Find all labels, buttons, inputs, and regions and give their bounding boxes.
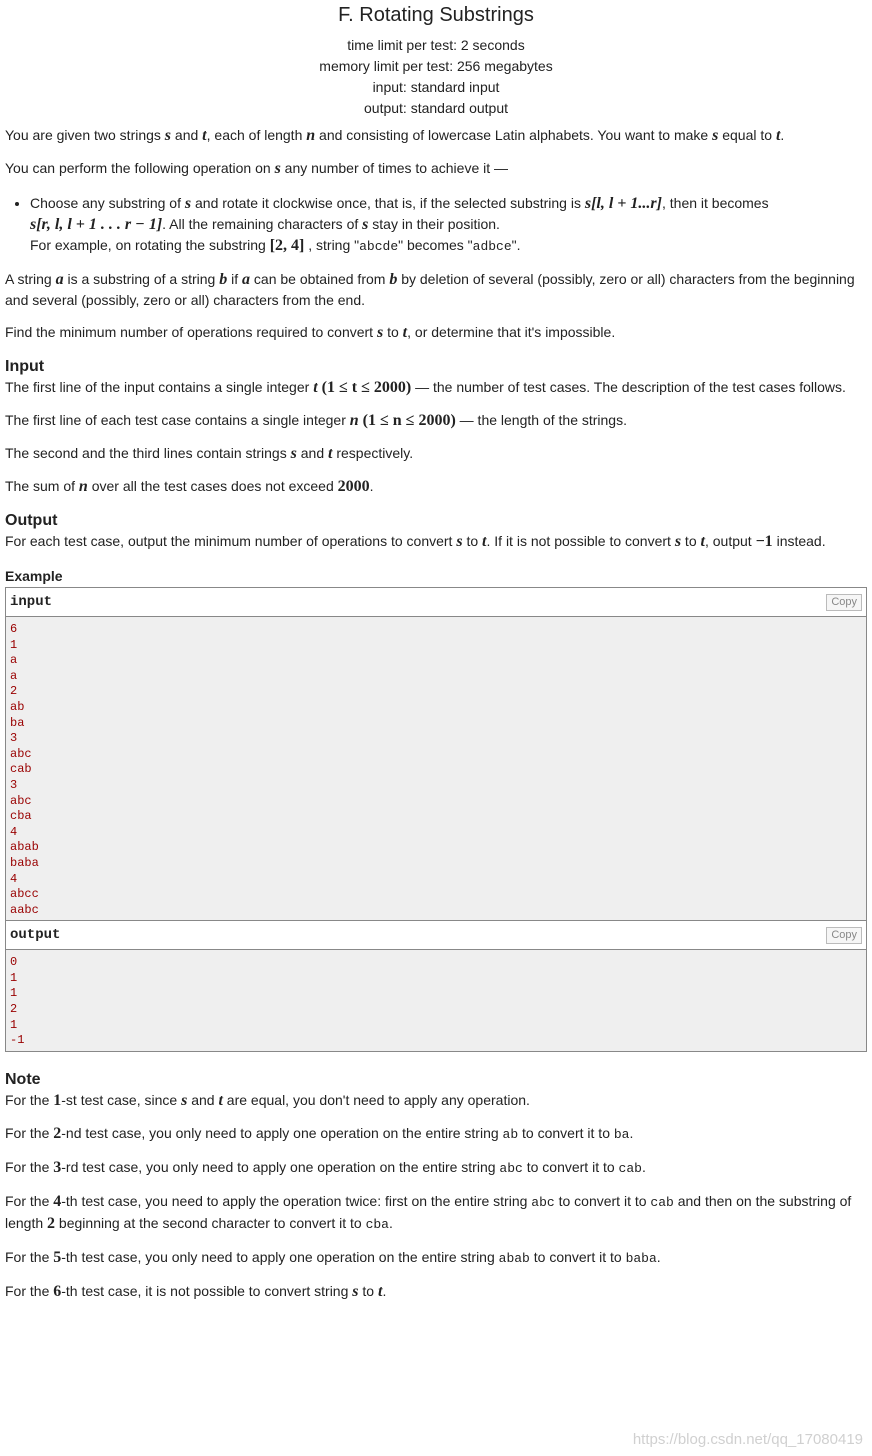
statement-paragraph-2: You can perform the following operation on s any number of times to achieve it — <box>5 160 509 177</box>
input-paragraph-2: The first line of each test case contains a single integer n (1 ≤ n ≤ 2000) — the length of the strings. <box>5 412 627 429</box>
statement-paragraph-3: A string a is a substring of a string b if a can be obtained from b by deletion of several (possibly, zero or all) characters from the beginning and several (possibly, zero or all) characters from the end. <box>5 271 855 308</box>
note-title: Note <box>5 1070 41 1088</box>
example-input-header <box>6 588 866 617</box>
example-output-text[interactable]: 0 1 1 2 1 -1 <box>6 950 866 1051</box>
note-4: For the 4-th test case, you need to apply the operation twice: first on the entire string abc to convert it to cab and then on the substring of length 2 beginning at the second character to convert it to cba. <box>5 1192 852 1232</box>
copy-input-button[interactable]: Copy <box>826 594 862 611</box>
problem-title: F. Rotating Substrings <box>338 4 534 26</box>
time-limit: time limit per test: 2 seconds <box>347 37 525 53</box>
problem-page <box>0 4 872 1302</box>
example-output-label: output <box>10 927 61 944</box>
problem-limits <box>5 35 867 119</box>
example-output-header <box>6 921 866 950</box>
output-section-title: Output <box>5 512 58 529</box>
input-paragraph-4: The sum of n over all the test cases does not exceed 2000. <box>5 478 374 495</box>
statement-paragraph-4: Find the minimum number of operations required to convert s to t, or determine that it's impossible. <box>5 324 616 341</box>
example-title: Example <box>5 568 63 584</box>
output-file: output: standard output <box>364 100 508 116</box>
note-2: For the 2-nd test case, you only need to apply one operation on the entire string ab to convert it to ba. <box>5 1124 634 1142</box>
note-1: For the 1-st test case, since s and t are equal, you don't need to apply any operation. <box>5 1091 530 1109</box>
note-5: For the 5-th test case, you only need to apply one operation on the entire string abab to convert it to baba. <box>5 1248 661 1266</box>
input-file: input: standard input <box>372 79 500 95</box>
watermark: https://blog.csdn.net/qq_17080419 <box>632 1431 863 1448</box>
example-input-text[interactable]: 6 1 a a 2 ab ba 3 abc cab 3 abc cba 4 abab baba 4 abcc aabc <box>6 617 866 920</box>
operation-list <box>5 193 867 257</box>
example-input-box <box>5 587 867 921</box>
copy-output-button[interactable]: Copy <box>826 927 862 944</box>
operation-item: • Choose any substring of s and rotate it clockwise once, that is, if the selected substring is s[l, l + 1...r], then it becomes s[r, l, l + 1 . . . r − 1]. All the remaining characters of s stay in their position. For example, on rotating the substring [2, 4] , string "abcde" becomes "adbce". <box>30 193 867 257</box>
input-paragraph-1: The first line of the input contains a single integer t (1 ≤ t ≤ 2000) — the number of test cases. The description of the test cases follows. <box>5 379 846 396</box>
input-section-title: Input <box>5 358 45 375</box>
example-input-label: input <box>10 594 53 610</box>
memory-limit: memory limit per test: 256 megabytes <box>319 58 553 74</box>
note-3: For the 3-rd test case, you only need to apply one operation on the entire string abc to convert it to cab. <box>5 1158 646 1176</box>
example-output-box <box>5 921 867 1052</box>
note-6: For the 6-th test case, it is not possible to convert string s to t. <box>5 1282 387 1300</box>
input-paragraph-3: The second and the third lines contain strings s and t respectively. <box>5 445 414 462</box>
output-paragraph-1: For each test case, output the minimum number of operations to convert s to t. If it is not possible to convert s to t, output −1 instead. <box>5 533 826 550</box>
statement-paragraph-1: You are given two strings s and t, each of length n and consisting of lowercase Latin alphabets. You want to make s equal to t. <box>5 127 785 144</box>
